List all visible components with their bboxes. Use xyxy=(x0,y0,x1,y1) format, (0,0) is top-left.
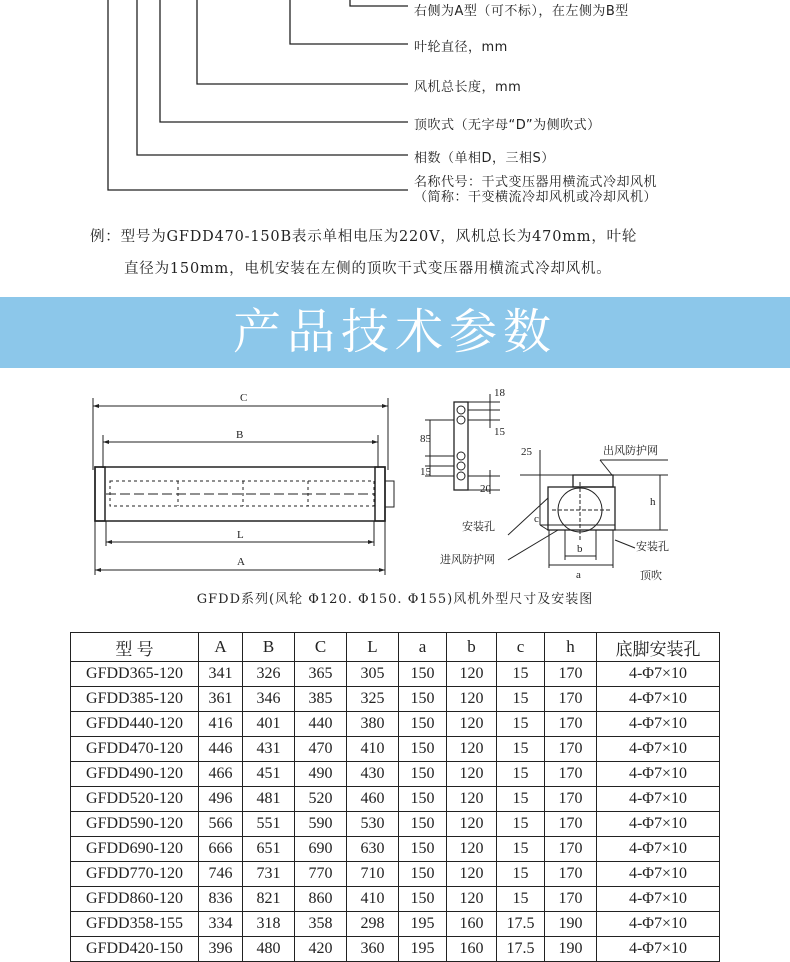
table-cell: 630 xyxy=(347,837,399,862)
header-model: 型 号 xyxy=(71,633,199,662)
legend-bracket-lines xyxy=(0,0,790,200)
legend-item-total-length: 风机总长度，mm xyxy=(414,80,522,95)
table-cell: 496 xyxy=(199,787,243,812)
header-C: C xyxy=(295,633,347,662)
table-cell: 666 xyxy=(199,837,243,862)
table-cell: 860 xyxy=(295,887,347,912)
table-cell: 4-Φ7×10 xyxy=(597,912,720,937)
table-cell: 836 xyxy=(199,887,243,912)
table-cell: 460 xyxy=(347,787,399,812)
table-cell: 15 xyxy=(497,787,545,812)
table-cell: 170 xyxy=(545,737,597,762)
table-cell: 190 xyxy=(545,912,597,937)
table-row xyxy=(71,787,720,812)
table-cell: 170 xyxy=(545,687,597,712)
table-cell: 4-Φ7×10 xyxy=(597,837,720,862)
table-row xyxy=(71,762,720,787)
table-cell: GFDD440-120 xyxy=(71,712,199,737)
table-cell: GFDD490-120 xyxy=(71,762,199,787)
label-top-blow: 顶吹 xyxy=(640,570,662,582)
table-cell: 380 xyxy=(347,712,399,737)
table-cell: 466 xyxy=(199,762,243,787)
table-cell: 481 xyxy=(243,787,295,812)
table-cell: 120 xyxy=(447,837,497,862)
header-h: h xyxy=(545,633,597,662)
header-L: L xyxy=(347,633,399,662)
dim-label-15-top: 15 xyxy=(494,426,505,438)
table-cell: GFDD385-120 xyxy=(71,687,199,712)
dim-label-c: c xyxy=(534,513,539,525)
table-cell: 590 xyxy=(295,812,347,837)
table-cell: 318 xyxy=(243,912,295,937)
table-cell: 566 xyxy=(199,812,243,837)
table-cell: 341 xyxy=(199,662,243,687)
legend-item-impeller-diameter: 叶轮直径，mm xyxy=(414,40,508,55)
table-cell: 416 xyxy=(199,712,243,737)
table-cell: 170 xyxy=(545,837,597,862)
label-outlet-guard: 出风防护网 xyxy=(603,445,658,457)
header-B: B xyxy=(243,633,295,662)
example-line-2: 直径为150mm，电机安装在左侧的顶吹干式变压器用横流式冷却风机。 xyxy=(124,261,612,277)
table-cell: 150 xyxy=(399,862,447,887)
table-cell: 490 xyxy=(295,762,347,787)
dim-label-a: a xyxy=(576,569,581,581)
table-cell: 15 xyxy=(497,812,545,837)
table-cell: 15 xyxy=(497,887,545,912)
dim-label-B: B xyxy=(236,429,244,441)
table-cell: 170 xyxy=(545,887,597,912)
table-cell: 15 xyxy=(497,687,545,712)
table-cell: 120 xyxy=(447,662,497,687)
table-cell: GFDD770-120 xyxy=(71,862,199,887)
table-cell: 530 xyxy=(347,812,399,837)
table-cell: 770 xyxy=(295,862,347,887)
table-cell: 410 xyxy=(347,737,399,762)
header-A: A xyxy=(199,633,243,662)
table-cell: 4-Φ7×10 xyxy=(597,712,720,737)
header-b: b xyxy=(447,633,497,662)
table-cell: GFDD520-120 xyxy=(71,787,199,812)
table-row xyxy=(71,812,720,837)
dim-label-85: 85 xyxy=(420,433,431,445)
table-cell: 710 xyxy=(347,862,399,887)
table-cell: 120 xyxy=(447,687,497,712)
example-line-1: 例：型号为GFDD470-150B表示单相电压为220V，风机总长为470mm，叶轮 xyxy=(90,229,638,245)
table-cell: 150 xyxy=(399,737,447,762)
table-cell: 4-Φ7×10 xyxy=(597,762,720,787)
table-cell: 170 xyxy=(545,662,597,687)
table-cell: 365 xyxy=(295,662,347,687)
dim-label-20: 20 xyxy=(480,483,491,495)
table-cell: 4-Φ7×10 xyxy=(597,787,720,812)
table-cell: 150 xyxy=(399,837,447,862)
table-cell: 170 xyxy=(545,812,597,837)
table-row xyxy=(71,712,720,737)
table-cell: 4-Φ7×10 xyxy=(597,812,720,837)
table-cell: GFDD590-120 xyxy=(71,812,199,837)
header-mounting-holes: 底脚安装孔 xyxy=(597,633,720,662)
table-cell: 361 xyxy=(199,687,243,712)
table-cell: 160 xyxy=(447,912,497,937)
legend-item-short-name: （简称：干变横流冷却风机或冷却风机） xyxy=(414,190,658,205)
table-cell: 4-Φ7×10 xyxy=(597,687,720,712)
table-cell: 451 xyxy=(243,762,295,787)
dim-label-A: A xyxy=(237,556,245,568)
table-cell: 551 xyxy=(243,812,295,837)
section-title: 产品技术参数 xyxy=(232,304,557,360)
table-cell: 150 xyxy=(399,762,447,787)
table-cell: 360 xyxy=(347,937,399,962)
dim-label-b: b xyxy=(577,543,583,555)
table-cell: 520 xyxy=(295,787,347,812)
table-cell: 4-Φ7×10 xyxy=(597,937,720,962)
table-cell: 470 xyxy=(295,737,347,762)
table-cell: 480 xyxy=(243,937,295,962)
table-cell: GFDD470-120 xyxy=(71,737,199,762)
table-cell: 334 xyxy=(199,912,243,937)
table-cell: 195 xyxy=(399,937,447,962)
dim-label-18: 18 xyxy=(494,387,505,399)
table-cell: 170 xyxy=(545,762,597,787)
label-mounting-hole-2: 安装孔 xyxy=(636,541,669,553)
table-cell: 4-Φ7×10 xyxy=(597,662,720,687)
dim-label-C: C xyxy=(240,392,248,404)
table-cell: 150 xyxy=(399,787,447,812)
table-row xyxy=(71,737,720,762)
fan-dimension-drawing xyxy=(0,380,790,585)
table-cell: 401 xyxy=(243,712,295,737)
dim-label-15-left: 15 xyxy=(420,466,431,478)
label-mounting-hole: 安装孔 xyxy=(462,521,495,533)
table-cell: 4-Φ7×10 xyxy=(597,737,720,762)
table-cell: 4-Φ7×10 xyxy=(597,862,720,887)
table-cell: 298 xyxy=(347,912,399,937)
table-cell: 4-Φ7×10 xyxy=(597,887,720,912)
table-cell: GFDD365-120 xyxy=(71,662,199,687)
table-cell: 358 xyxy=(295,912,347,937)
table-cell: 120 xyxy=(447,737,497,762)
spec-table-header xyxy=(71,633,720,662)
table-cell: GFDD420-150 xyxy=(71,937,199,962)
table-cell: 326 xyxy=(243,662,295,687)
table-cell: 325 xyxy=(347,687,399,712)
table-cell: 731 xyxy=(243,862,295,887)
table-cell: 446 xyxy=(199,737,243,762)
dim-label-h: h xyxy=(650,496,656,508)
table-row xyxy=(71,662,720,687)
table-cell: 150 xyxy=(399,662,447,687)
table-cell: 305 xyxy=(347,662,399,687)
table-cell: 150 xyxy=(399,712,447,737)
legend-item-phase: 相数（单相D，三相S） xyxy=(414,151,555,166)
table-cell: 120 xyxy=(447,712,497,737)
header-c: c xyxy=(497,633,545,662)
table-cell: 150 xyxy=(399,887,447,912)
table-cell: 170 xyxy=(545,862,597,887)
table-cell: 420 xyxy=(295,937,347,962)
legend-item-name-code: 名称代号：干式变压器用横流式冷却风机 xyxy=(414,175,658,190)
table-cell: 120 xyxy=(447,887,497,912)
spec-table-body xyxy=(71,662,720,962)
drawing-caption: GFDD系列(风轮 Φ120. Φ150. Φ155)风机外型尺寸及安装图 xyxy=(196,592,594,607)
table-row xyxy=(71,837,720,862)
table-row xyxy=(71,887,720,912)
table-cell: 346 xyxy=(243,687,295,712)
table-row xyxy=(71,937,720,962)
legend-item-side: 右侧为A型（可不标），在左侧为B型 xyxy=(414,4,629,19)
table-cell: 15 xyxy=(497,862,545,887)
table-cell: 410 xyxy=(347,887,399,912)
spec-table xyxy=(70,632,720,962)
table-cell: 190 xyxy=(545,937,597,962)
table-cell: 15 xyxy=(497,837,545,862)
table-cell: 195 xyxy=(399,912,447,937)
table-row xyxy=(71,687,720,712)
table-cell: 15 xyxy=(497,662,545,687)
dim-label-25: 25 xyxy=(521,446,532,458)
table-cell: 120 xyxy=(447,862,497,887)
legend-item-top-blow: 顶吹式（无字母“D”为侧吹式） xyxy=(414,118,601,133)
header-a: a xyxy=(399,633,447,662)
table-cell: 431 xyxy=(243,737,295,762)
table-cell: 170 xyxy=(545,787,597,812)
table-cell: GFDD860-120 xyxy=(71,887,199,912)
table-cell: 120 xyxy=(447,762,497,787)
table-cell: 651 xyxy=(243,837,295,862)
table-cell: 17.5 xyxy=(497,912,545,937)
table-row xyxy=(71,912,720,937)
table-cell: 15 xyxy=(497,737,545,762)
table-cell: 821 xyxy=(243,887,295,912)
table-cell: 385 xyxy=(295,687,347,712)
table-row xyxy=(71,862,720,887)
table-cell: 120 xyxy=(447,787,497,812)
table-cell: 746 xyxy=(199,862,243,887)
label-inlet-guard: 进风防护网 xyxy=(440,554,495,566)
table-cell: 15 xyxy=(497,712,545,737)
dim-label-L: L xyxy=(237,529,244,541)
table-cell: GFDD690-120 xyxy=(71,837,199,862)
table-cell: 396 xyxy=(199,937,243,962)
table-cell: 170 xyxy=(545,712,597,737)
table-cell: 440 xyxy=(295,712,347,737)
table-cell: 150 xyxy=(399,687,447,712)
table-cell: 160 xyxy=(447,937,497,962)
table-cell: 120 xyxy=(447,812,497,837)
table-cell: 15 xyxy=(497,762,545,787)
table-cell: 17.5 xyxy=(497,937,545,962)
table-cell: 690 xyxy=(295,837,347,862)
table-cell: 430 xyxy=(347,762,399,787)
table-cell: 150 xyxy=(399,812,447,837)
table-cell: GFDD358-155 xyxy=(71,912,199,937)
